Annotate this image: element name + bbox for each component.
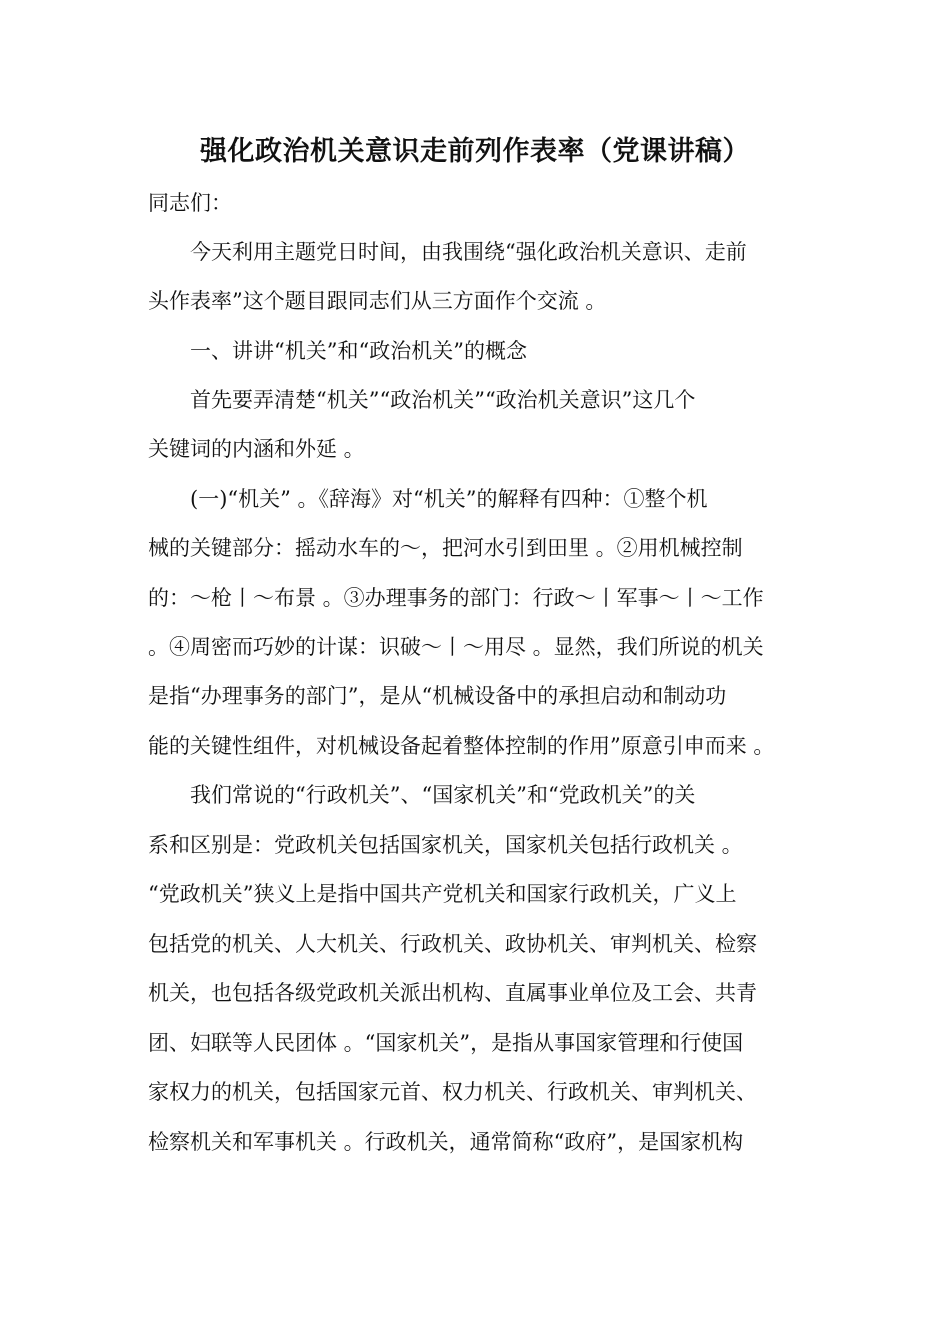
section-heading: 一、讲讲“机关”和“政治机关”的概念 xyxy=(190,339,527,363)
text-line: 家权力的机关，包括国家元首、权力机关、行政机关、审判机关、 xyxy=(148,1080,757,1104)
text-line: 。④周密而巧妙的计谋：识破～丨～用尽 。显然，我们所说的机关 xyxy=(148,635,764,659)
text-line: 检察机关和军事机关 。行政机关，通常简称“政府”，是国家机构 xyxy=(148,1130,744,1154)
text-line: 团、妇联等人民团体 。“国家机关”，是指从事国家管理和行使国 xyxy=(148,1031,744,1055)
text-line: 机关，也包括各级党政机关派出机构、直属事业单位及工会、共青 xyxy=(148,981,757,1005)
text-line: 首先要弄清楚“机关”“政治机关”“政治机关意识”这几个 xyxy=(190,388,696,412)
text-line: 系和区别是：党政机关包括国家机关，国家机关包括行政机关 。 xyxy=(148,833,743,857)
text-line: 的：～枪丨～布景 。③办理事务的部门：行政～丨军事～丨～工作 xyxy=(148,586,764,610)
text-line: 关键词的内涵和外延 。 xyxy=(148,437,365,461)
text-line: 今天利用主题党日时间，由我围绕“强化政治机关意识、走前 xyxy=(190,240,747,264)
salutation: 同志们： xyxy=(148,191,232,215)
text-line: 是指“办理事务的部门”，是从“机械设备中的承担启动和制动功 xyxy=(148,684,727,708)
text-line: 包括党的机关、人大机关、行政机关、政协机关、审判机关、检察 xyxy=(148,932,757,956)
document-title: 强化政治机关意识走前列作表率（党课讲稿） xyxy=(200,136,750,167)
text-line: “党政机关”狭义上是指中国共产党机关和国家行政机关，广义上 xyxy=(148,882,737,906)
text-line: 械的关键部分：摇动水车的～，把河水引到田里 。②用机械控制 xyxy=(148,536,743,560)
text-line: 我们常说的“行政机关”、“国家机关”和“党政机关”的关 xyxy=(190,783,696,807)
text-line: 头作表率”这个题目跟同志们从三方面作个交流 。 xyxy=(148,289,607,313)
text-line: 能的关键性组件，对机械设备起着整体控制的作用”原意引申而来 。 xyxy=(148,734,775,758)
text-line: (一)“机关” 。《辞海》对“机关”的解释有四种：①整个机 xyxy=(190,487,708,511)
